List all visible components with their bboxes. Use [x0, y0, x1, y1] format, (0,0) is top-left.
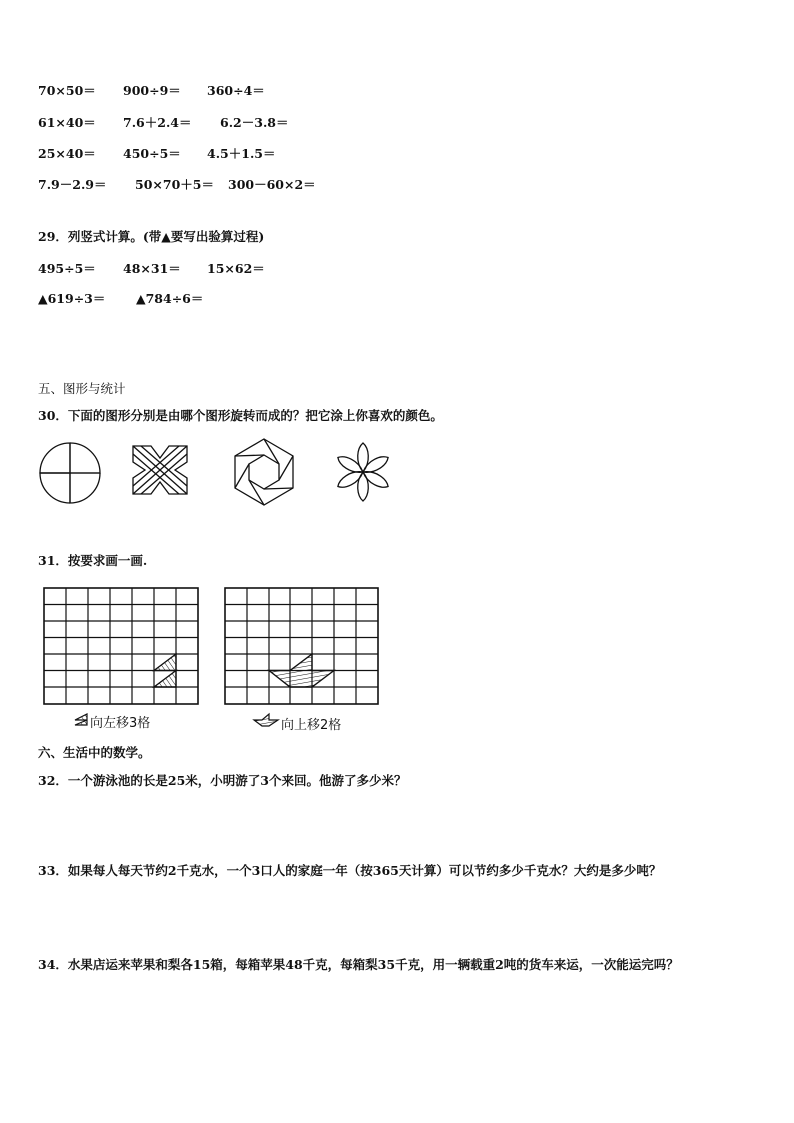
problem: 7.9－2.9＝ — [38, 177, 107, 192]
right-caption: 向上移2格 — [281, 718, 342, 733]
problem: 360÷4＝ — [207, 83, 265, 98]
problem: 300－60×2＝ — [228, 177, 316, 192]
hexagon-figure — [229, 437, 299, 507]
problem: ▲784÷6＝ — [136, 291, 204, 306]
flower-figure — [332, 441, 394, 503]
problem: 25×40＝ — [38, 146, 96, 161]
problem: 50×70＋5＝ — [135, 177, 214, 192]
q31-title: 31．按要求画一画. — [38, 553, 148, 568]
problem: 450÷5＝ — [123, 146, 181, 161]
problem: 70×50＝ — [38, 83, 96, 98]
problem: ▲619÷3＝ — [38, 291, 106, 306]
shaded-shape-right — [269, 654, 334, 687]
section-5-title: 五、图形与统计 — [38, 381, 126, 396]
q32-title: 32．一个游泳池的长是25米，小明游了3个来回。他游了多少米？ — [38, 773, 407, 788]
left-caption: 向左移3格 — [90, 716, 151, 731]
problem: 900÷9＝ — [123, 83, 181, 98]
right-caption-icon — [253, 713, 279, 727]
q29-title: 29．列竖式计算。(带▲要写出验算过程) — [38, 229, 265, 244]
cross-square-figure — [131, 444, 189, 496]
q34-title: 34．水果店运来苹果和梨各15箱，每箱苹果48千克，每箱梨35千克，用一辆载重2吨的货车来运，一次能运完吗？ — [38, 957, 679, 972]
problem: 7.6＋2.4＝ — [123, 115, 192, 130]
pinwheel-figure — [38, 441, 102, 505]
right-grid — [224, 587, 379, 705]
problem: 4.5＋1.5＝ — [207, 146, 276, 161]
shaded-shape-left — [154, 654, 176, 687]
section-6-title: 六、生活中的数学。 — [38, 745, 151, 760]
problem: 48×31＝ — [123, 261, 181, 276]
q30-title: 30．下面的图形分别是由哪个图形旋转而成的？把它涂上你喜欢的颜色。 — [38, 408, 443, 423]
problem: 15×62＝ — [207, 261, 265, 276]
left-grid — [43, 587, 199, 705]
problem: 495÷5＝ — [38, 261, 96, 276]
problem: 61×40＝ — [38, 115, 96, 130]
q33-title: 33．如果每人每天节约2千克水，一个3口人的家庭一年（按365天计算）可以节约多少千克水？大约是多少吨？ — [38, 863, 662, 878]
left-caption-icon — [73, 712, 89, 726]
problem: 6.2－3.8＝ — [220, 115, 289, 130]
